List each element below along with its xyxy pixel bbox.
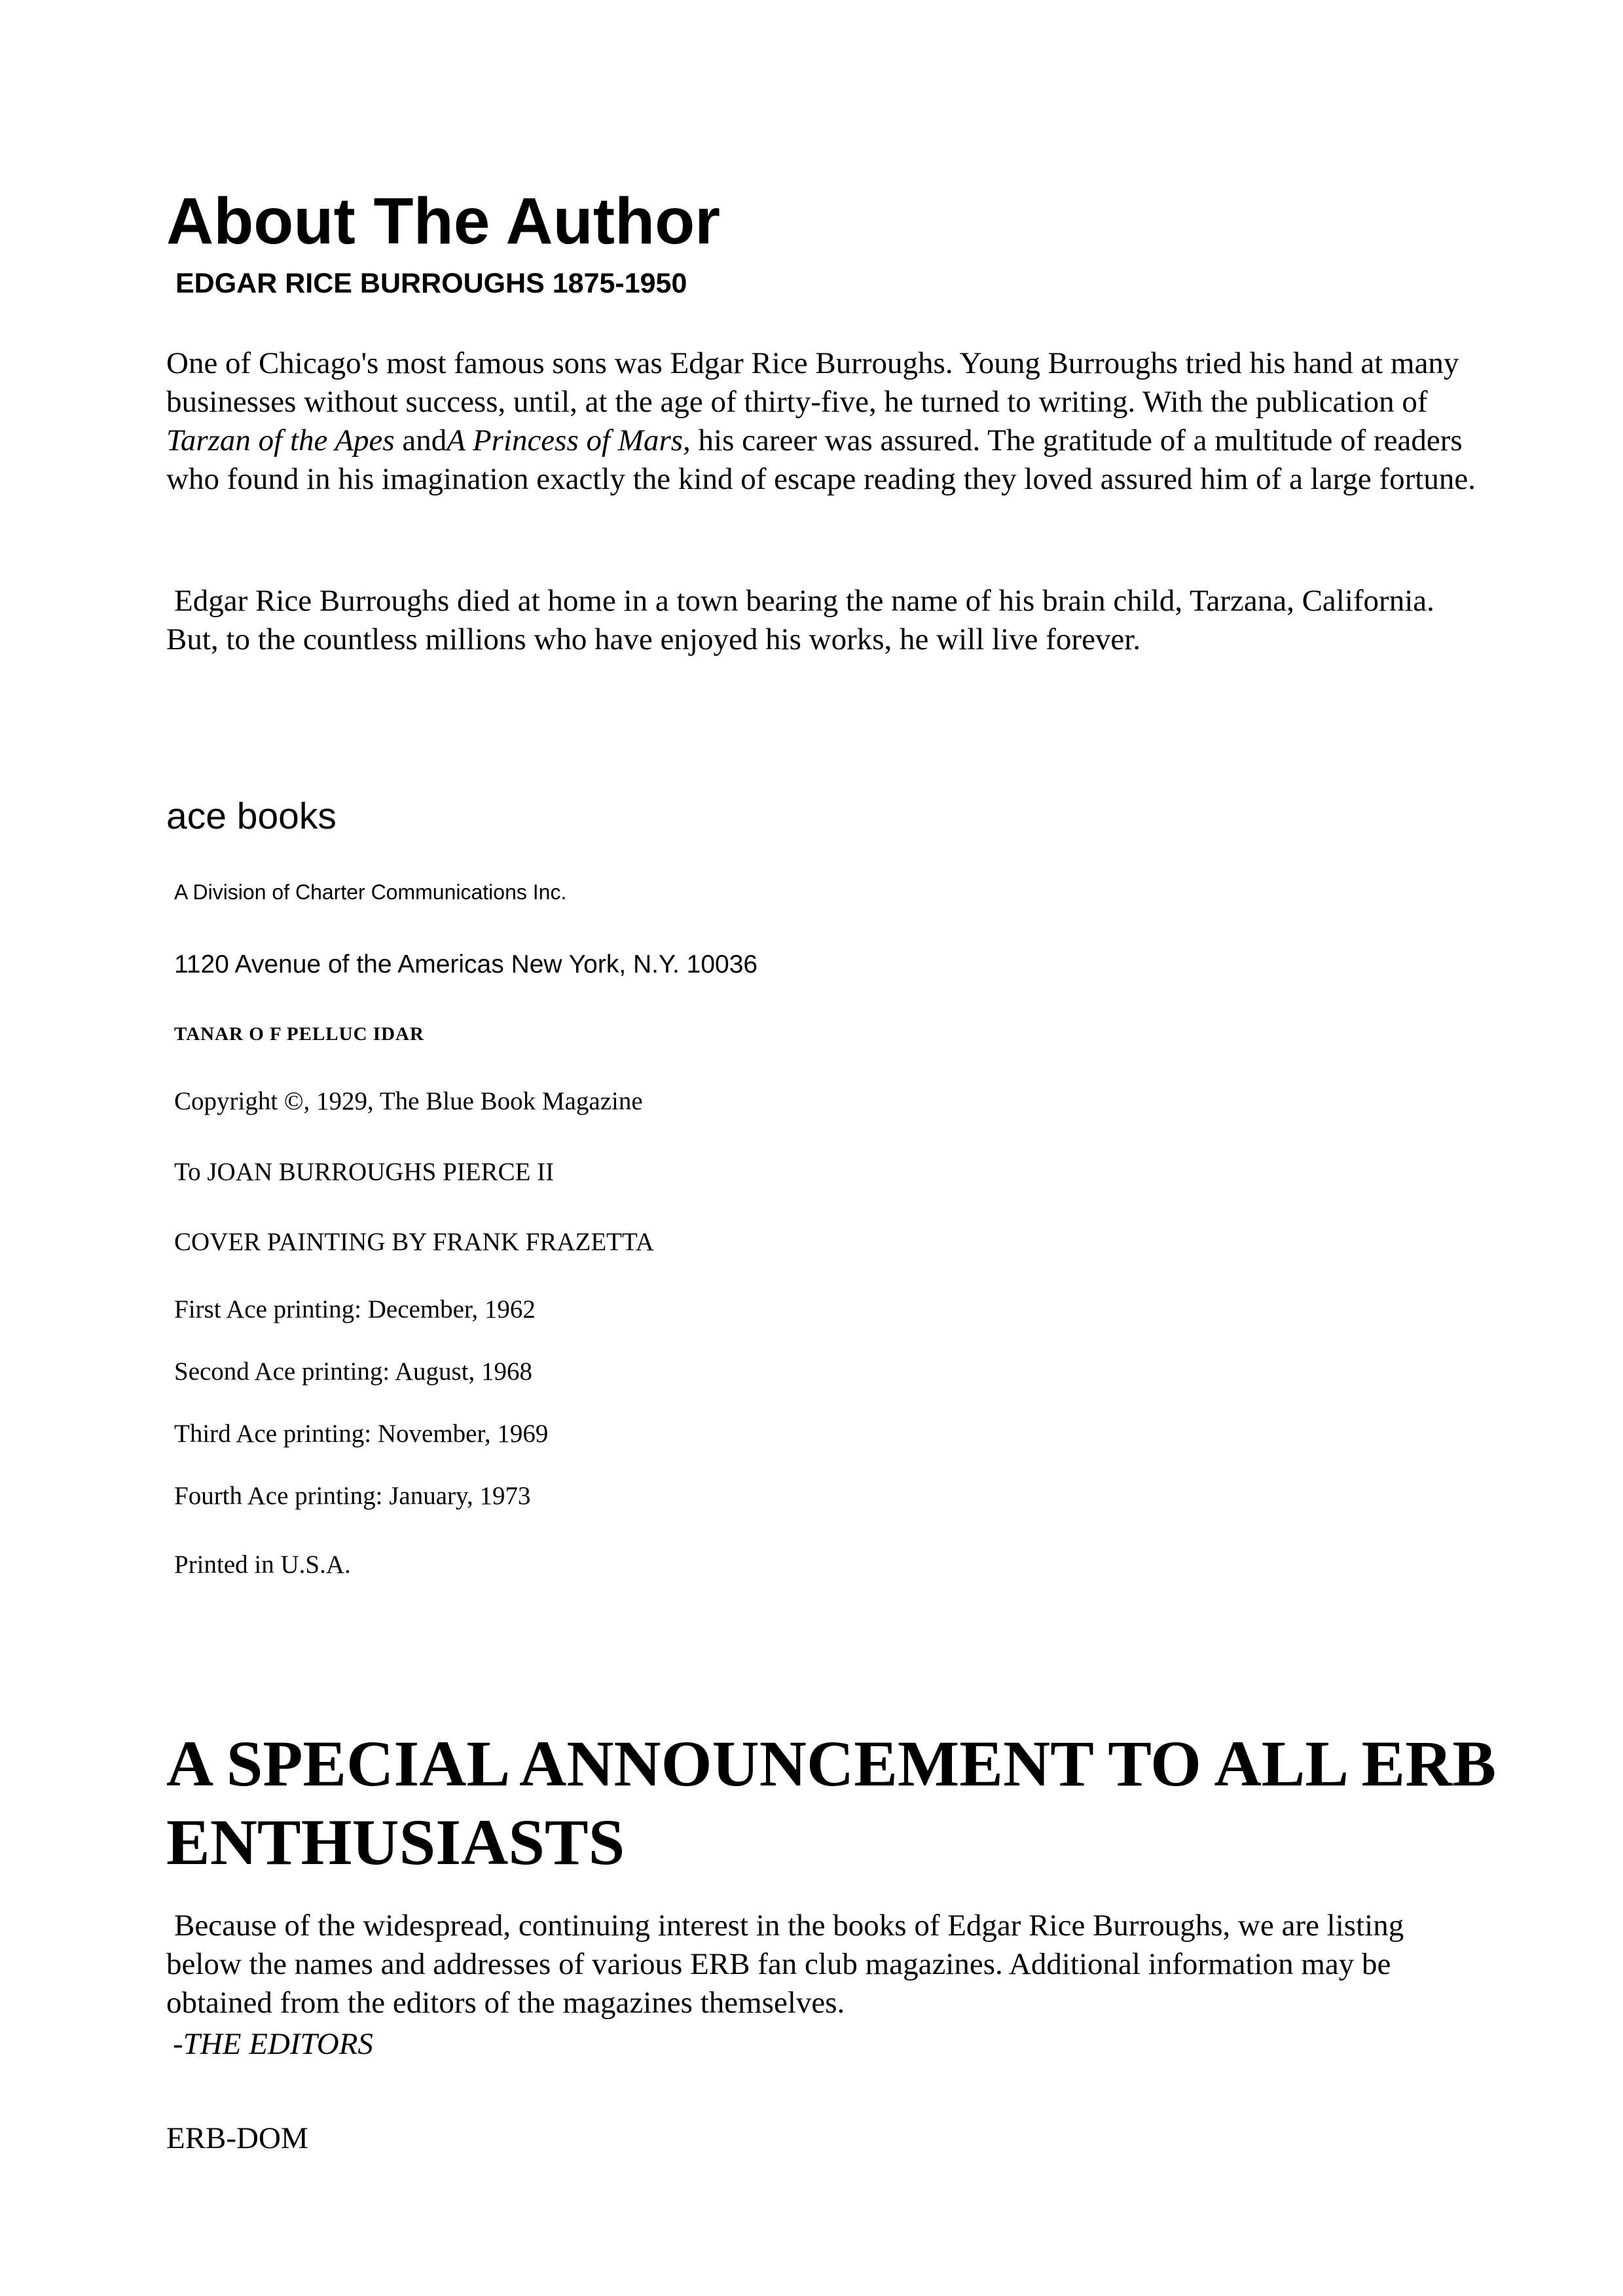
author-name-dates: EDGAR RICE BURROUGHS 1875-1950 (175, 268, 687, 299)
bio-paragraph-2 (166, 582, 1476, 659)
bio-text-part1: One of Chicago's most famous sons was Edgar Rice Burroughs. Young Burroughs tried his hand at many businesses without success, until, at the age of thirty-five, he turned to writing. With the publication of (166, 346, 1459, 419)
bio-text-death: Edgar Rice Burroughs died at home in a town bearing the name of his brain child, Tarzana, California. But, to the countless millions who have enjoyed his works, he will live forever. (166, 584, 1434, 656)
printing-line: First Ace printing: December, 1962 (174, 1295, 536, 1323)
printing-line: Fourth Ace printing: January, 1973 (174, 1482, 531, 1510)
printing-line: Second Ace printing: August, 1968 (174, 1357, 533, 1386)
book-title-princess: A Princess of Mars, (447, 423, 691, 457)
cover-credit-line: COVER PAINTING BY FRANK FRAZETTA (174, 1228, 654, 1256)
book-title: TANAR O F PELLUC IDAR (174, 1024, 424, 1045)
bio-text-and: and (394, 423, 447, 457)
bio-paragraph-1 (166, 344, 1476, 499)
announcement-signature: -THE EDITORS (173, 2027, 373, 2061)
publisher-address: 1120 Avenue of the Americas New York, N.Y. 10036 (174, 950, 758, 978)
printing-line: Third Ace printing: November, 1969 (174, 1420, 549, 1448)
announcement-body-text: Because of the widespread, continuing interest in the books of Edgar Rice Burroughs, we are listing below the names and addresses of various ERB fan club magazines. Additional information may be obtained from the editors of the magazines themselves. (166, 1909, 1404, 2020)
publisher-name: ace books (166, 795, 337, 837)
announcement-body (166, 1907, 1476, 2022)
bio-text-part2: his career was assured. The gratitude of a multitude of readers who found in his imagination exactly the kind of escape reading they loved assured him of a large fortune. (166, 423, 1476, 496)
dedication-line: To JOAN BURROUGHS PIERCE II (174, 1158, 555, 1186)
publisher-division: A Division of Charter Communications Inc. (174, 880, 567, 904)
printed-in-line: Printed in U.S.A. (174, 1551, 351, 1579)
copyright-line: Copyright ©, 1929, The Blue Book Magazine (174, 1087, 643, 1115)
fan-magazine-name: ERB-DOM (166, 2121, 308, 2155)
announcement-title: A SPECIAL ANNOUNCEMENT TO ALL ERB ENTHUSIASTS (166, 1727, 1497, 1878)
about-title: About The Author (166, 185, 721, 258)
book-title-tarzan: Tarzan of the Apes (166, 423, 395, 457)
